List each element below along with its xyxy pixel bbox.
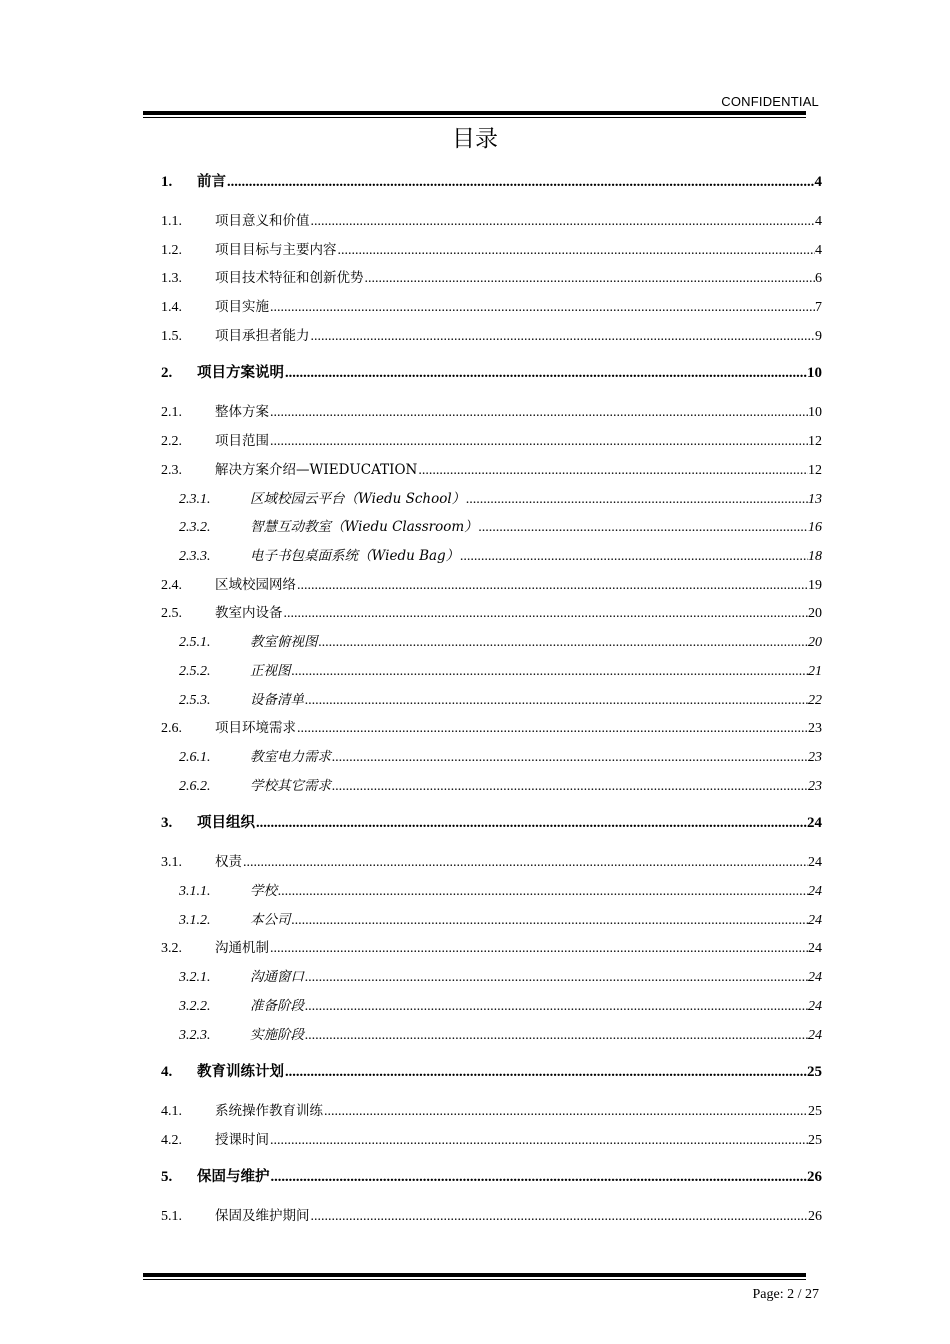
toc-entry-page: 26 xyxy=(808,1209,822,1224)
toc-dot-leader xyxy=(270,434,808,450)
toc-entry-title: 正视图 xyxy=(250,663,291,679)
toc-dot-leader xyxy=(285,1064,807,1081)
toc-entry-title: 权责 xyxy=(215,854,242,870)
toc-entry-page: 21 xyxy=(808,664,822,679)
toc-entry-number: 2.6.1. xyxy=(179,750,211,765)
footer-rule xyxy=(143,1273,806,1280)
toc-dot-leader xyxy=(243,855,808,871)
toc-dot-leader xyxy=(270,941,808,957)
toc-entry-title: 授课时间 xyxy=(215,1132,269,1148)
toc-entry-page: 12 xyxy=(808,463,822,478)
toc-entry-page: 13 xyxy=(808,492,822,507)
toc-entry-level-3[interactable] xyxy=(161,688,822,709)
toc-entry-level-3[interactable] xyxy=(161,994,822,1015)
toc-entry-number: 3.1. xyxy=(161,855,182,870)
toc-entry-level-3[interactable] xyxy=(161,630,822,651)
toc-entry-page: 24 xyxy=(808,1028,822,1043)
toc-entry-page: 20 xyxy=(808,635,822,650)
toc-entry-level-2[interactable] xyxy=(161,266,822,287)
toc-entry-number: 2.4. xyxy=(161,578,182,593)
toc-entry-level-3[interactable] xyxy=(161,879,822,900)
toc-entry-title: 保固与维护 xyxy=(197,1169,270,1185)
toc-entry-number: 3.1.1. xyxy=(179,884,211,899)
toc-entry-page: 24 xyxy=(808,941,822,956)
toc-entry-title: 区域校园云平台（Wiedu School） xyxy=(250,491,466,507)
toc-entry-level-2[interactable] xyxy=(161,429,822,450)
toc-entry-page: 24 xyxy=(808,970,822,985)
toc-entry-title: 项目承担者能力 xyxy=(215,328,310,344)
toc-entry-title: 项目范围 xyxy=(215,433,269,449)
page-title: 目录 xyxy=(452,126,498,152)
toc-entry-level-3[interactable] xyxy=(161,774,822,795)
toc-entry-level-3[interactable] xyxy=(161,659,822,680)
toc-entry-level-3[interactable] xyxy=(161,965,822,986)
toc-entry-level-2[interactable] xyxy=(161,573,822,594)
toc-entry-title: 沟通窗口 xyxy=(250,969,304,985)
toc-dot-leader xyxy=(365,271,816,287)
toc-dot-leader xyxy=(285,365,807,382)
toc-entry-number: 2.5.2. xyxy=(179,664,211,679)
toc-entry-title: 项目技术特征和创新优势 xyxy=(215,270,364,286)
toc-entry-number: 5.1. xyxy=(161,1209,182,1224)
toc-entry-page: 25 xyxy=(808,1104,822,1119)
toc-entry-level-2[interactable] xyxy=(161,1128,822,1149)
toc-entry-page: 7 xyxy=(815,300,822,315)
toc-entry-title: 教育训练计划 xyxy=(197,1064,284,1080)
toc-entry-title: 区域校园网络 xyxy=(215,577,296,593)
toc-entry-number: 2.1. xyxy=(161,405,182,420)
toc-entry-title: 教室俯视图 xyxy=(250,634,318,650)
toc-entry-page: 26 xyxy=(807,1169,822,1185)
toc-dot-leader xyxy=(319,635,809,651)
toc-entry-level-2[interactable] xyxy=(161,295,822,316)
toc-entry-number: 1.5. xyxy=(161,329,182,344)
toc-entry-page: 23 xyxy=(808,721,822,736)
toc-dot-leader xyxy=(305,970,808,986)
toc-entry-title: 电子书包桌面系统（Wiedu Bag） xyxy=(250,548,460,564)
toc-entry-number: 2.5.1. xyxy=(179,635,211,650)
toc-entry-number: 2. xyxy=(161,365,173,381)
toc-entry-number: 3.1.2. xyxy=(179,913,211,928)
toc-entry-number: 2.6.2. xyxy=(179,779,211,794)
toc-entry-page: 4 xyxy=(815,243,822,258)
toc-entry-page: 9 xyxy=(815,329,822,344)
toc-dot-leader xyxy=(305,999,808,1015)
toc-dot-leader xyxy=(332,779,808,795)
toc-entry-page: 18 xyxy=(808,549,822,564)
toc-entry-level-2[interactable] xyxy=(161,1204,822,1225)
toc-entry-title: 项目意义和价值 xyxy=(215,213,310,229)
toc-entry-level-1[interactable] xyxy=(161,170,822,191)
toc-entry-number: 2.5. xyxy=(161,606,182,621)
toc-entry-page: 12 xyxy=(808,434,822,449)
toc-entry-level-2[interactable] xyxy=(161,850,822,871)
toc-entry-number: 2.3.1. xyxy=(179,492,211,507)
toc-entry-page: 24 xyxy=(808,855,822,870)
toc-dot-leader xyxy=(270,1133,808,1149)
toc-entry-level-3[interactable] xyxy=(161,487,822,508)
toc-dot-leader xyxy=(292,913,809,929)
toc-entry-page: 10 xyxy=(808,405,822,420)
toc-entry-page: 19 xyxy=(808,578,822,593)
toc-entry-number: 2.3.2. xyxy=(179,520,211,535)
toc-entry-level-2[interactable] xyxy=(161,400,822,421)
toc-entry-title: 智慧互动教室（Wiedu Classroom） xyxy=(250,519,478,535)
toc-entry-level-1[interactable] xyxy=(161,361,822,382)
toc-entry-level-1[interactable] xyxy=(161,811,822,832)
toc-entry-number: 3. xyxy=(161,815,173,831)
toc-entry-title: 教室电力需求 xyxy=(250,749,331,765)
toc-entry-number: 1.3. xyxy=(161,271,182,286)
toc-entry-page: 4 xyxy=(815,214,822,229)
toc-entry-title: 准备阶段 xyxy=(250,998,304,1014)
toc-dot-leader xyxy=(292,664,809,680)
toc-entry-page: 16 xyxy=(808,520,822,535)
toc-dot-leader xyxy=(271,1169,808,1186)
toc-entry-title: 教室内设备 xyxy=(215,605,283,621)
toc-entry-page: 25 xyxy=(807,1064,822,1080)
toc-entry-number: 3.2. xyxy=(161,941,182,956)
toc-entry-page: 23 xyxy=(808,779,822,794)
toc-entry-number: 4.2. xyxy=(161,1133,182,1148)
toc-entry-number: 4. xyxy=(161,1064,173,1080)
toc-entry-level-2[interactable] xyxy=(161,238,822,259)
toc-entry-level-2[interactable] xyxy=(161,324,822,345)
toc-dot-leader xyxy=(256,815,807,832)
toc-entry-title: 学校 xyxy=(250,883,277,899)
toc-entry-title: 学校其它需求 xyxy=(250,778,331,794)
toc-dot-leader xyxy=(297,578,808,594)
toc-dot-leader xyxy=(227,174,815,191)
header-rule xyxy=(143,111,806,118)
toc-dot-leader xyxy=(418,463,808,479)
toc-dot-leader xyxy=(466,492,808,508)
toc-entry-level-3[interactable] xyxy=(161,1023,822,1044)
toc-entry-page: 4 xyxy=(814,174,822,190)
toc-dot-leader xyxy=(270,405,808,421)
toc-entry-title: 沟通机制 xyxy=(215,940,269,956)
toc-entry-level-3[interactable] xyxy=(161,745,822,766)
header-confidential-label: CONFIDENTIAL xyxy=(721,94,819,109)
toc-entry-page: 24 xyxy=(808,913,822,928)
toc-entry-number: 1.2. xyxy=(161,243,182,258)
toc-entry-page: 25 xyxy=(808,1133,822,1148)
toc-entry-page: 10 xyxy=(807,365,822,381)
toc-entry-number: 2.3.3. xyxy=(179,549,211,564)
toc-entry-title: 解决方案介绍—WIEDUCATION xyxy=(215,462,418,478)
toc-entry-level-2[interactable] xyxy=(161,716,822,737)
toc-entry-title: 前言 xyxy=(197,174,226,190)
toc-entry-number: 1.4. xyxy=(161,300,182,315)
toc-entry-page: 20 xyxy=(808,606,822,621)
toc-dot-leader xyxy=(270,300,815,316)
toc-entry-number: 3.2.2. xyxy=(179,999,211,1014)
toc-entry-title: 项目目标与主要内容 xyxy=(215,242,337,258)
toc-entry-title: 保固及维护期间 xyxy=(215,1208,310,1224)
toc-entry-number: 2.5.3. xyxy=(179,693,211,708)
toc-entry-level-2[interactable] xyxy=(161,458,822,479)
toc-dot-leader xyxy=(479,520,808,536)
toc-entry-title: 项目方案说明 xyxy=(197,365,284,381)
toc-entry-number: 1.1. xyxy=(161,214,182,229)
toc-entry-title: 项目实施 xyxy=(215,299,269,315)
toc-entry-number: 1. xyxy=(161,174,173,190)
toc-dot-leader xyxy=(297,721,808,737)
toc-entry-title: 项目组织 xyxy=(197,815,255,831)
toc-entry-number: 3.2.3. xyxy=(179,1028,211,1043)
toc-entry-number: 4.1. xyxy=(161,1104,182,1119)
toc-entry-title: 本公司 xyxy=(250,912,291,928)
toc-dot-leader xyxy=(278,884,808,900)
toc-entry-page: 6 xyxy=(815,271,822,286)
toc-entry-number: 2.6. xyxy=(161,721,182,736)
toc-entry-page: 23 xyxy=(808,750,822,765)
toc-entry-title: 项目环境需求 xyxy=(215,720,296,736)
toc-entry-level-2[interactable] xyxy=(161,1099,822,1120)
toc-dot-leader xyxy=(338,243,816,259)
toc-dot-leader xyxy=(311,329,816,345)
toc-entry-number: 2.3. xyxy=(161,463,182,478)
page-number: Page: 2 / 27 xyxy=(752,1287,819,1302)
toc-entry-level-3[interactable] xyxy=(161,544,822,565)
toc-entry-level-1[interactable] xyxy=(161,1060,822,1081)
toc-entry-number: 5. xyxy=(161,1169,173,1185)
toc-entry-title: 实施阶段 xyxy=(250,1027,304,1043)
toc-entry-page: 24 xyxy=(808,884,822,899)
toc-entry-page: 22 xyxy=(808,693,822,708)
toc-entry-title: 系统操作教育训练 xyxy=(215,1103,323,1119)
toc-dot-leader xyxy=(305,693,808,709)
toc-dot-leader xyxy=(460,549,808,565)
toc-dot-leader xyxy=(311,214,816,230)
toc-dot-leader xyxy=(311,1209,809,1225)
toc-entry-level-2[interactable] xyxy=(161,601,822,622)
toc-entry-level-2[interactable] xyxy=(161,936,822,957)
toc-entry-level-3[interactable] xyxy=(161,515,822,536)
toc-entry-level-3[interactable] xyxy=(161,908,822,929)
toc-dot-leader xyxy=(324,1104,808,1120)
toc-entry-page: 24 xyxy=(807,815,822,831)
toc-entry-title: 设备清单 xyxy=(250,692,304,708)
toc-entry-number: 2.2. xyxy=(161,434,182,449)
toc-dot-leader xyxy=(305,1028,808,1044)
toc-entry-level-1[interactable] xyxy=(161,1165,822,1186)
toc-entry-level-2[interactable] xyxy=(161,209,822,230)
toc-entry-number: 3.2.1. xyxy=(179,970,211,985)
toc-entry-title: 整体方案 xyxy=(215,404,269,420)
toc-dot-leader xyxy=(332,750,808,766)
toc-entry-page: 24 xyxy=(808,999,822,1014)
toc-dot-leader xyxy=(284,606,809,622)
